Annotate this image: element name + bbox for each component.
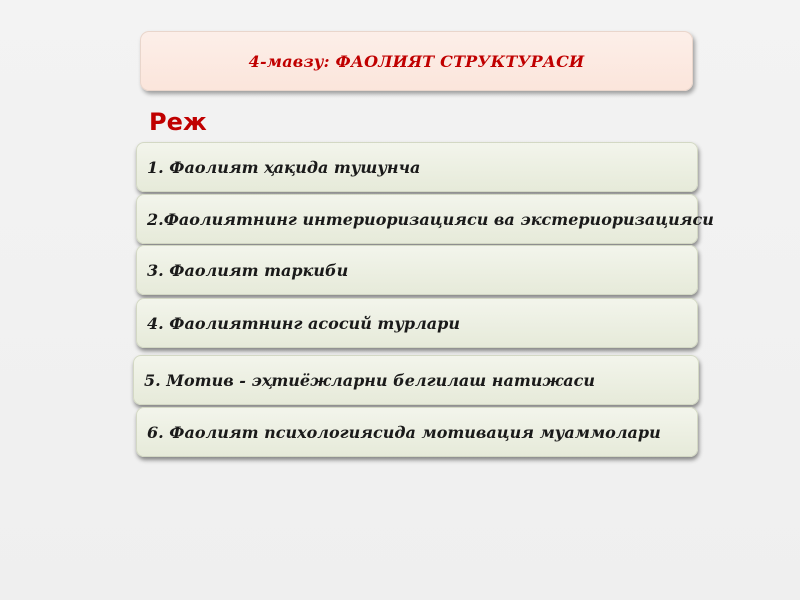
plan-item-4[interactable] xyxy=(136,298,698,348)
plan-item-1[interactable] xyxy=(136,142,698,192)
title-box xyxy=(140,31,693,91)
plan-item-2[interactable] xyxy=(136,194,714,244)
plan-item-3[interactable] xyxy=(136,245,698,295)
plan-label: Реж xyxy=(149,108,207,136)
plan-item-1-text: 1. Фаолият ҳақида тушунча xyxy=(147,157,421,177)
plan-item-6-text: 6. Фаолият психологиясида мотивация муаммолари xyxy=(147,422,661,442)
plan-item-4-text: 4. Фаолиятнинг асосий турлари xyxy=(147,313,460,333)
plan-item-6[interactable] xyxy=(136,407,698,457)
plan-item-5[interactable] xyxy=(133,355,699,405)
slide-title: 4-мавзу: ФАОЛИЯТ СТРУКТУРАСИ xyxy=(248,51,585,71)
plan-item-5-text: 5. Мотив - эҳтиёжларни белгилаш натижаси xyxy=(144,370,596,390)
plan-item-3-text: 3. Фаолият таркиби xyxy=(147,260,349,280)
plan-item-2-text: 2.Фаолиятнинг интериоризацияси ва экстериоризацияси xyxy=(147,209,714,229)
